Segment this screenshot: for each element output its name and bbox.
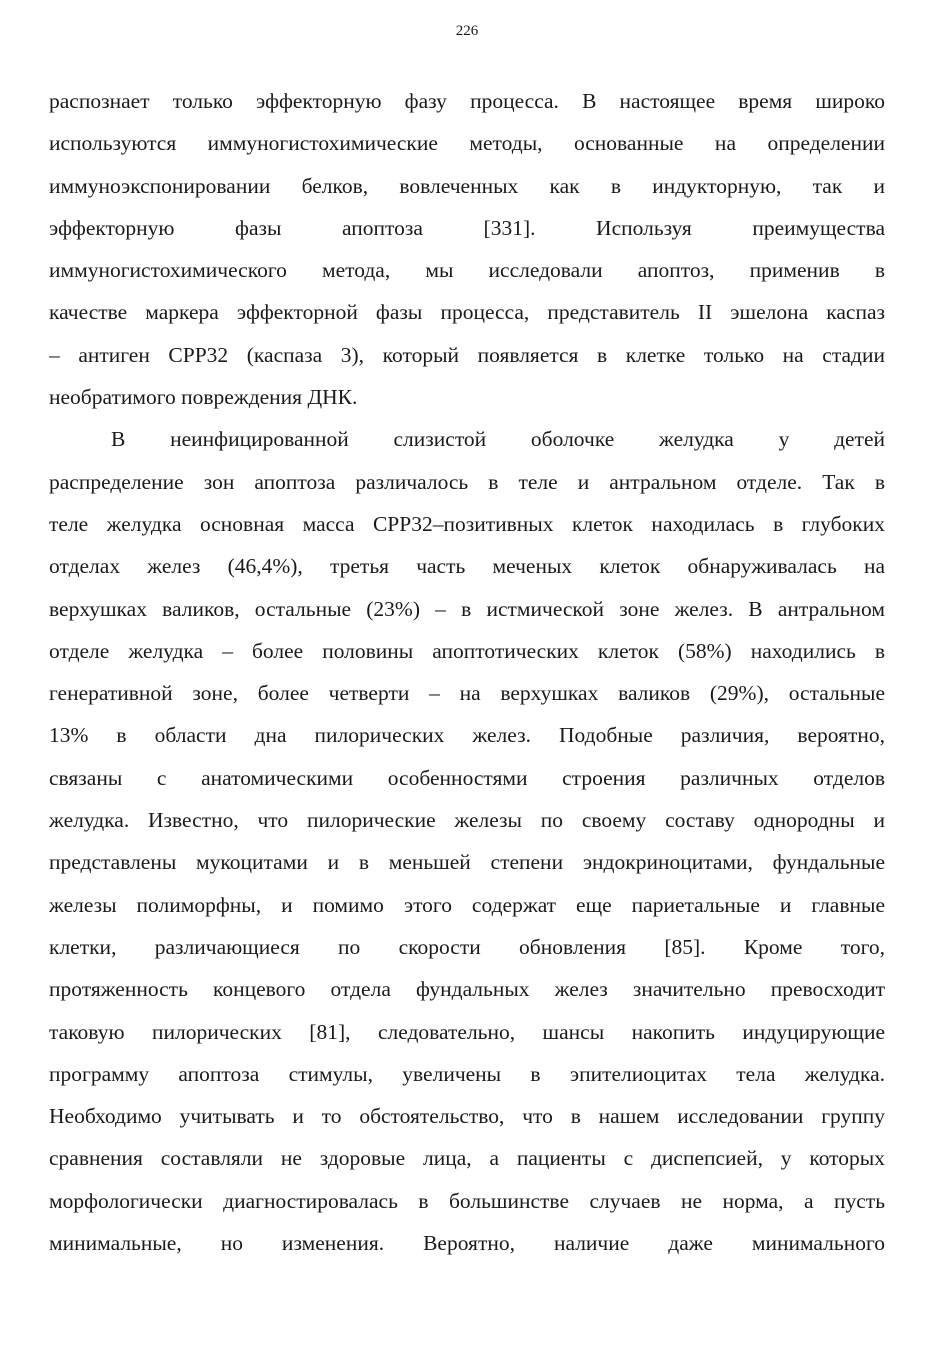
paragraph-2 <box>49 418 885 1264</box>
text-line: необратимого повреждения ДНК. <box>49 385 358 410</box>
text-line: распознает только эффекторную фазу процесса. В настоящее время широко <box>49 89 885 113</box>
text-line: железы полиморфны, и помимо этого содержат еще париетальные и главные <box>49 892 885 917</box>
text-line: представлены мукоцитами и в меньшей степени эндокриноцитами, фундальные <box>49 850 885 875</box>
page-number: 226 <box>455 23 479 39</box>
text-line: эффекторную фазы апоптоза [331]. Используя преимущества <box>49 215 885 240</box>
text-line: качестве маркера эффекторной фазы процесса, представитель II эшелона каспаз <box>49 300 885 325</box>
text-line: программу апоптоза стимулы, увеличены в эпителиоцитах тела желудка. <box>49 1061 885 1086</box>
text-line: морфологически диагностировалась в большинстве случаев не норма, а пусть <box>49 1188 885 1213</box>
text-line: иммуногистохимического метода, мы исследовали апоптоз, применив в <box>49 258 885 283</box>
paragraph-1 <box>49 80 885 418</box>
text-line: В неинфицированной слизистой оболочке желудка у детей <box>111 427 885 452</box>
text-line: верхушках валиков, остальные (23%) – в истмической зоне желез. В антральном <box>49 596 885 621</box>
text-line: отделе желудка – более половины апоптотических клеток (58%) находились в <box>49 638 885 663</box>
body-text <box>49 80 885 1264</box>
text-line: 13% в области дна пилорических желез. Подобные различия, вероятно, <box>49 723 885 748</box>
text-line: теле желудка основная масса CPP32–позитивных клеток находилась в глубоких <box>49 511 885 536</box>
text-line: генеративной зоне, более четверти – на верхушках валиков (29%), остальные <box>49 681 885 706</box>
text-line: связаны с анатомическими особенностями строения различных отделов <box>49 765 885 790</box>
text-line: клетки, различающиеся по скорости обновления [85]. Кроме того, <box>49 934 885 959</box>
text-line: сравнения составляли не здоровые лица, а пациенты с диспепсией, у которых <box>49 1146 885 1171</box>
text-line: желудка. Известно, что пилорические железы по своему составу однородны и <box>49 808 885 833</box>
text-line: иммуноэкспонировании белков, вовлеченных как в индукторную, так и <box>49 173 885 198</box>
text-line: – антиген CPP32 (каспаза 3), который появляется в клетке только на стадии <box>49 342 885 367</box>
text-line: распределение зон апоптоза различалось в теле и антральном отделе. Так в <box>49 469 885 494</box>
text-line: минимальные, но изменения. Вероятно, наличие даже минимального <box>49 1231 885 1256</box>
text-line: отделах желез (46,4%), третья часть меченых клеток обнаруживалась на <box>49 554 885 579</box>
text-line: Необходимо учитывать и то обстоятельство, что в нашем исследовании группу <box>49 1104 885 1129</box>
text-line: протяженность концевого отдела фундальных желез значительно превосходит <box>49 977 885 1002</box>
text-line: таковую пилорических [81], следовательно, шансы накопить индуцирующие <box>49 1019 885 1044</box>
text-line: используются иммуногистохимические методы, основанные на определении <box>49 131 885 156</box>
